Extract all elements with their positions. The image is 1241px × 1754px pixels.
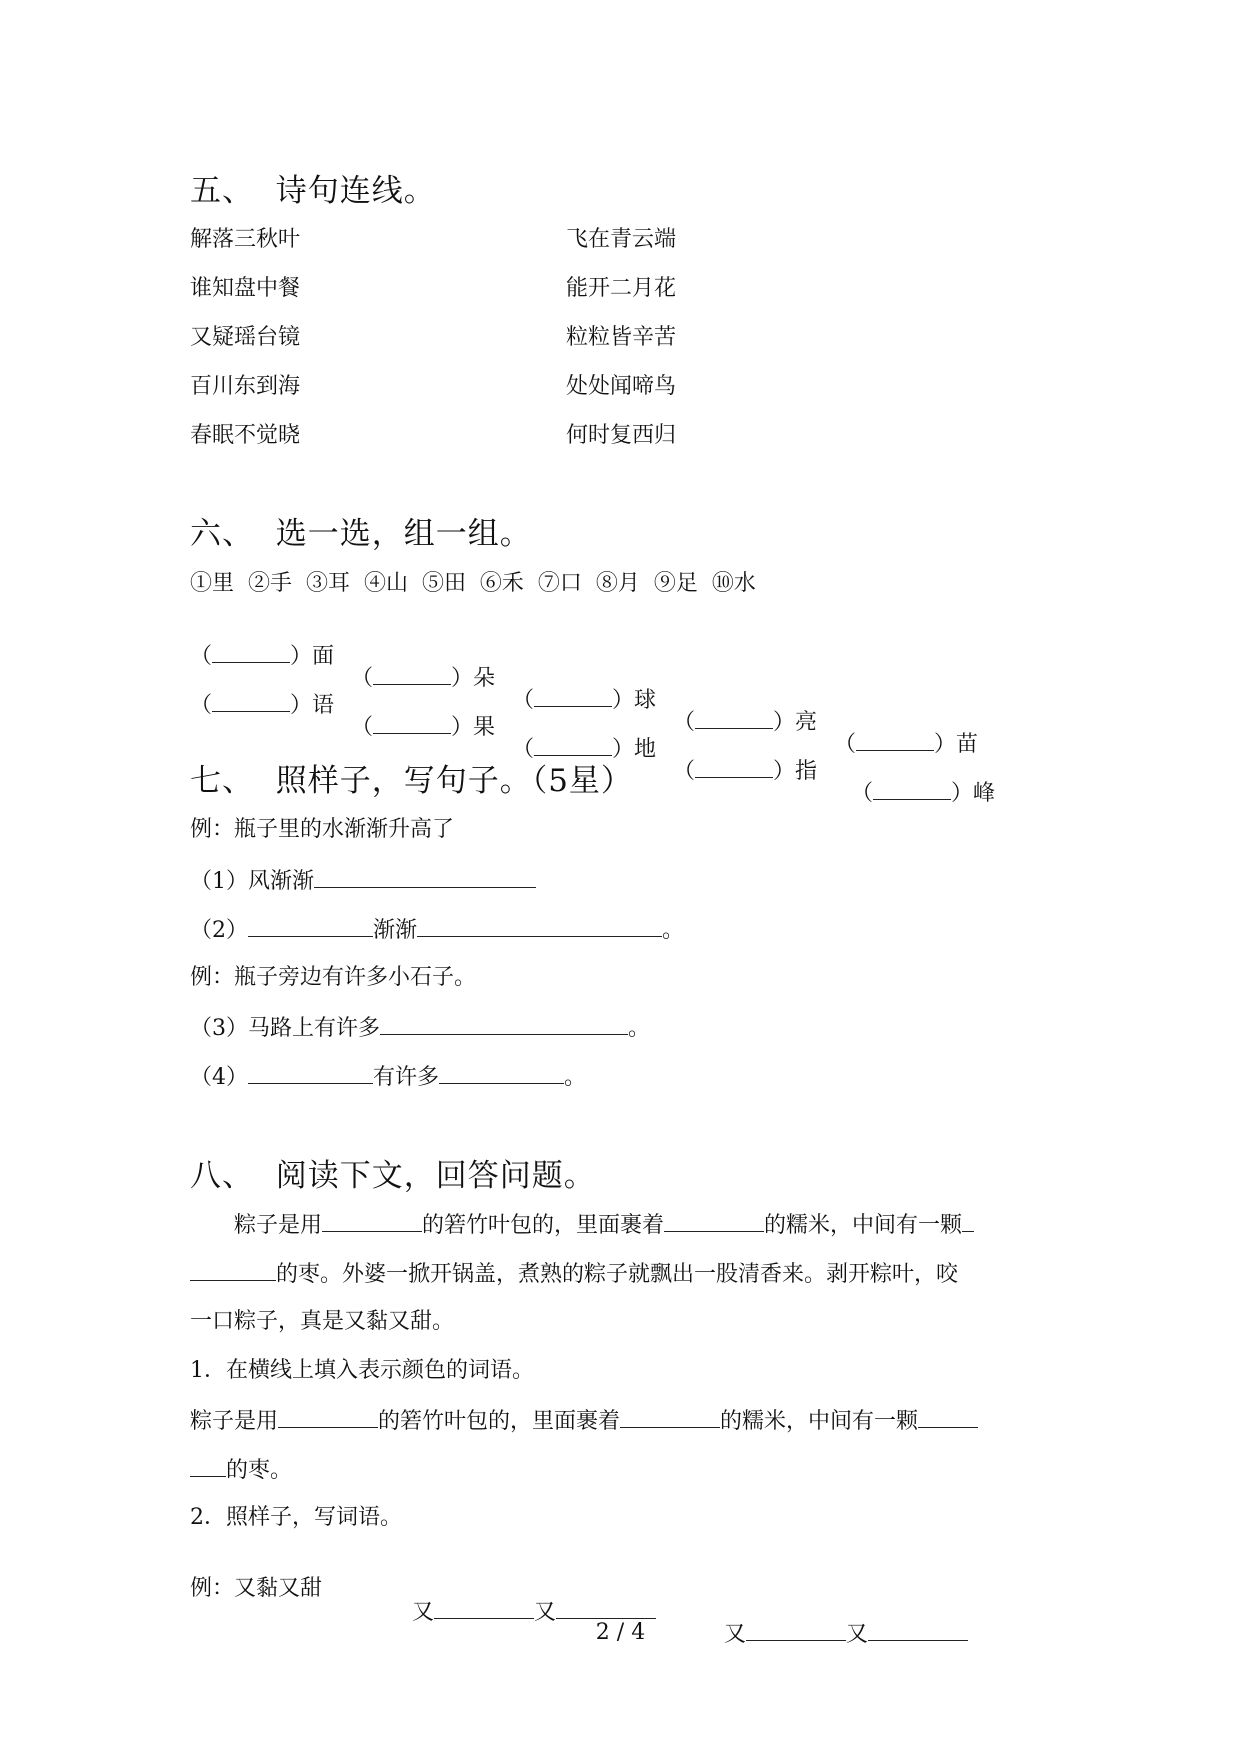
- example-2: 例：瓶子旁边有许多小石子。: [190, 965, 477, 990]
- question-2: [190, 918, 684, 942]
- question-2-mid: 渐渐: [373, 918, 418, 943]
- poem-left-3: 又疑瑶台镜: [190, 325, 301, 350]
- passage-line-2: [190, 1262, 958, 1286]
- poem-left-2: 谁知盘中餐: [190, 276, 301, 301]
- poem-left-5: 春眠不觉晓: [190, 423, 301, 448]
- question-4-mid: 有许多: [373, 1065, 440, 1090]
- question-3: [190, 1016, 650, 1040]
- period: 。: [564, 1065, 587, 1090]
- passage-text: 的箬竹叶包的，里面裹着: [422, 1213, 665, 1238]
- fill-word: 语: [312, 693, 335, 718]
- passage-line-3: 一口粽子，真是又黏又甜。: [190, 1309, 455, 1334]
- reading-q1-line-2: [190, 1458, 292, 1482]
- section-6-title: 六、 选一选，组一组。: [190, 516, 532, 552]
- passage-text: 粽子是用: [234, 1213, 323, 1238]
- word-you: 又: [724, 1622, 747, 1647]
- reading-q1-line-1: [190, 1409, 978, 1433]
- question-2-prefix: （2）: [190, 918, 248, 943]
- section-7-title: 七、 照样子，写句子。（5星）: [190, 763, 633, 799]
- reading-question-2: 2．照样子，写词语。: [190, 1505, 402, 1530]
- fill-word: 亮: [795, 710, 818, 735]
- fill-word: 指: [795, 759, 818, 784]
- poem-right-2: 能开二月花: [566, 276, 677, 301]
- passage-text: 粽子是用: [190, 1409, 279, 1434]
- question-1: [190, 869, 536, 893]
- reading-question-1: 1．在横线上填入表示颜色的词语。: [190, 1358, 534, 1383]
- poem-right-5: 何时复西归: [566, 423, 677, 448]
- passage-text: 的枣。: [226, 1458, 293, 1483]
- fill-row-1: （ ）面 （ ）朵 （ ）球 （ ）亮 （ ）苗: [190, 644, 979, 757]
- passage-text: 的糯米，中间有一颗: [720, 1409, 919, 1434]
- option-list: ①里 ②手 ③耳 ④山 ⑤田 ⑥禾 ⑦口 ⑧月 ⑨足 ⑩水: [190, 571, 756, 596]
- fill-word: 面: [312, 644, 335, 669]
- word-you: 又: [412, 1600, 435, 1625]
- fill-word: 苗: [956, 732, 979, 757]
- period: 。: [628, 1016, 651, 1041]
- fill-word: 果: [473, 715, 496, 740]
- fill-word: 朵: [473, 666, 496, 691]
- word-example: 例：又黏又甜: [190, 1576, 323, 1601]
- fill-word: 地: [634, 737, 657, 762]
- question-3-prefix: （3）马路上有许多: [190, 1016, 380, 1041]
- poem-left-4: 百川东到海: [190, 374, 301, 399]
- poem-right-3: 粒粒皆辛苦: [566, 325, 677, 350]
- passage-text: 的枣。外婆一掀开锅盖，煮熟的粽子就飘出一股清香来。剥开粽叶，咬: [276, 1262, 959, 1287]
- period: 。: [662, 918, 685, 943]
- poem-right-4: 处处闻啼鸟: [566, 374, 677, 399]
- poem-left-1: 解落三秋叶: [190, 227, 301, 252]
- word-you: 又: [534, 1600, 557, 1625]
- section-5-title: 五、 诗句连线。: [190, 173, 436, 209]
- word-you: 又: [846, 1622, 869, 1647]
- fill-word: 球: [634, 688, 657, 713]
- page-number: 2 / 4: [595, 1620, 646, 1645]
- question-4-prefix: （4）: [190, 1065, 248, 1090]
- example-1: 例：瓶子里的水渐渐升高了: [190, 817, 455, 842]
- passage-text: 的糯米，中间有一颗: [764, 1213, 963, 1238]
- passage-line-1: [234, 1213, 974, 1237]
- poem-right-1: 飞在青云端: [566, 227, 677, 252]
- fill-row-2: （ ）语 （ ）果 （ ）地 （ ）指 （ ）峰: [190, 693, 996, 806]
- section-8-title: 八、 阅读下文，回答问题。: [190, 1158, 596, 1194]
- fill-word: 峰: [973, 781, 996, 806]
- passage-text: 的箬竹叶包的，里面裹着: [378, 1409, 621, 1434]
- question-4: [190, 1065, 586, 1089]
- question-1-prefix: （1）风渐渐: [190, 869, 314, 894]
